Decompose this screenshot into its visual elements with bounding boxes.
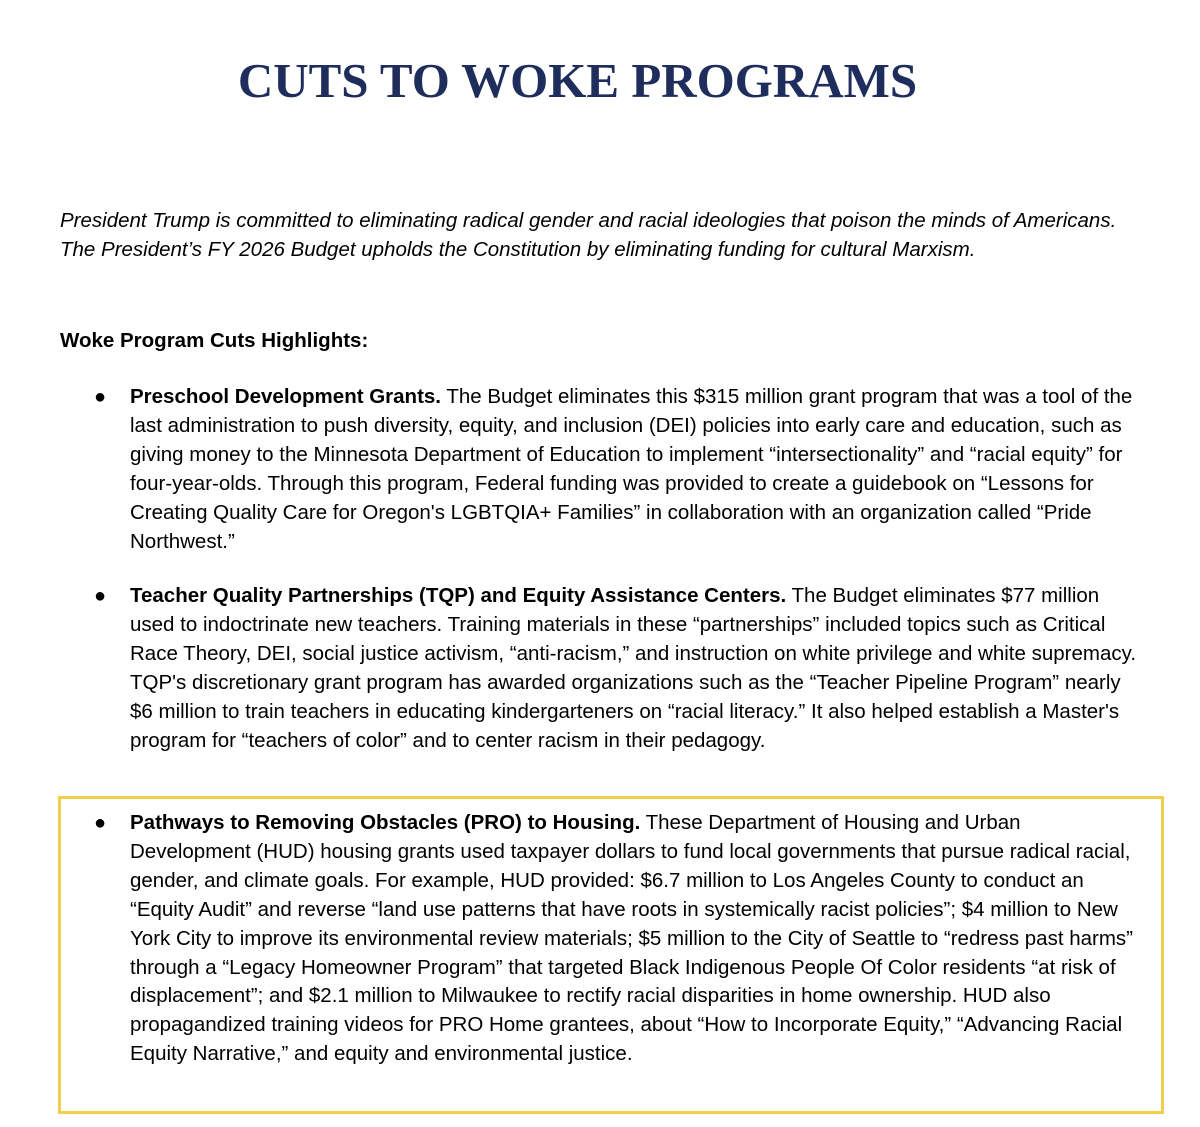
list-item	[94, 582, 1140, 755]
page-title: CUTS TO WOKE PROGRAMS	[237, 53, 918, 108]
list-item	[94, 809, 1140, 1069]
item-body: These Department of Housing and Urban Development (HUD) housing grants used taxpayer dollars to fund local governments that pursue radical racial, gender, and climate goals. For example, HUD provided: $6.7 million to Los Angeles County to conduct an “Equity Audit” and reverse “land use patterns that have roots in systemically racist policies”; $4 million to New York City to improve its environmental review materials; $5 million to the City of Seattle to “redress past harms” through a “Legacy Homeowner Program” that targeted Black Indigenous People Of Color residents “at risk of displacement”; and $2.1 million to Milwaukee to rectify racial disparities in home ownership. HUD also propagandized training videos for PRO Home grantees, about “How to Incorporate Equity,” “Advancing Racial Equity Narrative,” and equity and environmental justice.	[130, 811, 1133, 1066]
highlights-heading: Woke Program Cuts Highlights:	[60, 329, 369, 352]
item-lead: Preschool Development Grants.	[130, 385, 442, 408]
item-body: The Budget eliminates this $315 million grant program that was a tool of the last administration to push diversity, equity, and inclusion (DEI) policies into early care and education, such as giving money to the Minnesota Department of Education to implement “intersectionality” and “racial equity” for four-year-olds. Through this program, Federal funding was provided to create a guidebook on “Lessons for Creating Quality Care for Oregon's LGBTQIA+ Families” in collaboration with an organization called “Pride Northwest.”	[130, 385, 1133, 553]
item-body: The Budget eliminates $77 million used to indoctrinate new teachers. Training materials in these “partnerships” included topics such as Critical Race Theory, DEI, social justice activism, “anti-racism,” and instruction on white privilege and white supremacy. TQP's discretionary grant program has awarded organizations such as the “Teacher Pipeline Program” nearly $6 million to train teachers in educating kindergarteners on “racial literacy.” It also helped establish a Master's program for “teachers of color” and to center racism in their pedagogy.	[130, 584, 1137, 752]
item-lead: Pathways to Removing Obstacles (PRO) to Housing.	[130, 811, 641, 834]
list-item	[94, 383, 1140, 556]
item-lead: Teacher Quality Partnerships (TQP) and Equity Assistance Centers.	[130, 584, 787, 607]
bullet-icon: ●	[94, 585, 107, 607]
intro-paragraph: President Trump is committed to eliminating radical gender and racial ideologies that poison the minds of Americans. The President’s FY 2026 Budget upholds the Constitution by eliminating funding for cultural Marxism.	[60, 209, 1117, 261]
bullet-icon: ●	[94, 386, 107, 408]
bullet-icon: ●	[94, 812, 107, 834]
